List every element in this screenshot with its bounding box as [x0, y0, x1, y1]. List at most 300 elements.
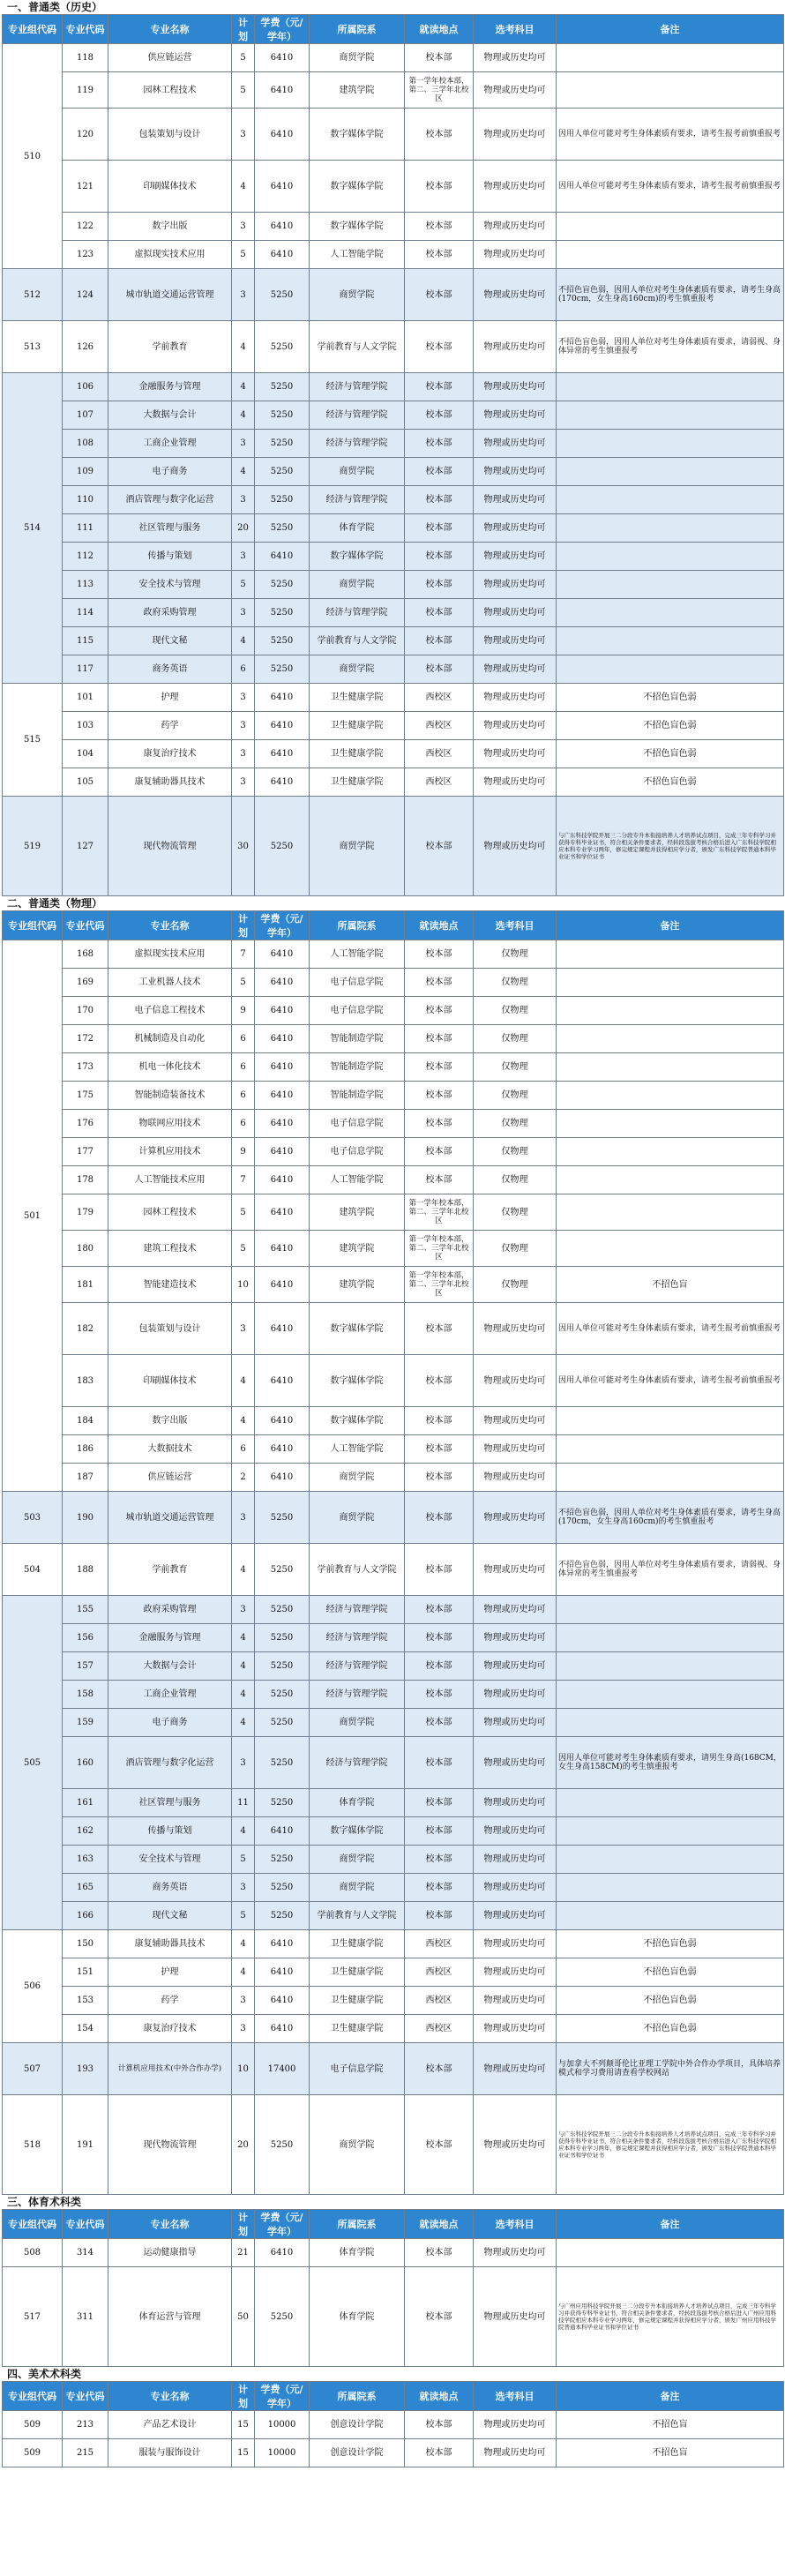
plan-cell: 3	[232, 768, 255, 797]
fee-cell: 5250	[255, 1492, 310, 1544]
department-cell: 电子信息学院	[310, 1138, 405, 1166]
table-row	[3, 1596, 784, 1624]
location-cell: 校本部	[405, 2239, 474, 2267]
subjects-cell: 物理或历史均可	[474, 373, 557, 401]
plan-cell: 6	[232, 1053, 255, 1082]
table-row	[3, 1166, 784, 1194]
table-row	[3, 1930, 784, 1958]
column-header-plan: 计划	[232, 911, 255, 940]
major-name-cell: 现代文秘	[108, 627, 232, 655]
department-cell: 商贸学院	[310, 2095, 405, 2195]
group-code-cell: 518	[3, 2095, 63, 2195]
remark-cell	[557, 1846, 784, 1874]
department-cell: 商贸学院	[310, 1492, 405, 1544]
column-header-location: 就读地点	[405, 2382, 474, 2411]
plan-cell: 3	[232, 1596, 255, 1624]
major-code-cell: 124	[63, 269, 108, 321]
location-cell: 校本部	[405, 241, 474, 269]
fee-cell: 6410	[255, 997, 310, 1025]
plan-cell: 3	[232, 269, 255, 321]
plan-cell: 20	[232, 514, 255, 543]
department-cell: 人工智能学院	[310, 940, 405, 969]
major-name-cell: 学前教育	[108, 1544, 232, 1596]
table-row	[3, 1681, 784, 1709]
department-cell: 卫生健康学院	[310, 2015, 405, 2043]
table-row	[3, 1082, 784, 1110]
remark-cell	[557, 1681, 784, 1709]
subjects-cell: 物理或历史均可	[474, 1407, 557, 1435]
subjects-cell: 物理或历史均可	[474, 269, 557, 321]
subjects-cell: 物理或历史均可	[474, 72, 557, 109]
group-code-cell: 514	[3, 373, 63, 684]
column-header-group-code: 专业组代码	[3, 2210, 63, 2239]
department-cell: 经济与管理学院	[310, 373, 405, 401]
major-code-cell: 122	[63, 213, 108, 241]
major-code-cell: 109	[63, 458, 108, 486]
admission-table	[2, 14, 784, 896]
major-code-cell: 179	[63, 1194, 108, 1231]
fee-cell: 6410	[255, 1817, 310, 1846]
column-header-remark: 备注	[557, 15, 784, 44]
table-row	[3, 768, 784, 797]
remark-cell	[557, 72, 784, 109]
department-cell: 卫生健康学院	[310, 712, 405, 740]
remark-cell: 因用人单位可能对考生身体素质有要求，请考生报考前慎重报考	[557, 1303, 784, 1355]
remark-cell: 不招色盲	[557, 2411, 784, 2439]
plan-cell: 11	[232, 1789, 255, 1817]
department-cell: 经济与管理学院	[310, 1596, 405, 1624]
subjects-cell: 物理或历史均可	[474, 1652, 557, 1681]
plan-cell: 30	[232, 797, 255, 896]
table-row	[3, 1874, 784, 1902]
fee-cell: 5250	[255, 1874, 310, 1902]
subjects-cell: 仅物理	[474, 969, 557, 997]
table-row	[3, 1464, 784, 1492]
major-code-cell: 175	[63, 1082, 108, 1110]
department-cell: 建筑学院	[310, 72, 405, 109]
subjects-cell: 物理或历史均可	[474, 543, 557, 571]
major-code-cell: 104	[63, 740, 108, 768]
subjects-cell: 仅物理	[474, 1267, 557, 1303]
major-name-cell: 智能制造装备技术	[108, 1082, 232, 1110]
major-name-cell: 工商企业管理	[108, 1681, 232, 1709]
major-code-cell: 115	[63, 627, 108, 655]
major-code-cell: 168	[63, 940, 108, 969]
major-name-cell: 商务英语	[108, 655, 232, 684]
major-name-cell: 康复治疗技术	[108, 2015, 232, 2043]
remark-cell	[557, 1194, 784, 1231]
plan-cell: 10	[232, 2043, 255, 2095]
fee-cell: 6410	[255, 1930, 310, 1958]
location-cell: 西校区	[405, 768, 474, 797]
table-row	[3, 1025, 784, 1053]
subjects-cell: 物理或历史均可	[474, 241, 557, 269]
plan-cell: 4	[232, 161, 255, 213]
fee-cell: 5250	[255, 269, 310, 321]
major-name-cell: 传播与策划	[108, 1817, 232, 1846]
remark-cell	[557, 969, 784, 997]
department-cell: 数字媒体学院	[310, 1303, 405, 1355]
location-cell: 校本部	[405, 458, 474, 486]
major-code-cell: 117	[63, 655, 108, 684]
major-code-cell: 126	[63, 321, 108, 373]
department-cell: 数字媒体学院	[310, 543, 405, 571]
department-cell: 商贸学院	[310, 1464, 405, 1492]
department-cell: 商贸学院	[310, 458, 405, 486]
fee-cell: 5250	[255, 430, 310, 458]
major-name-cell: 运动健康指导	[108, 2239, 232, 2267]
table-row	[3, 997, 784, 1025]
group-code-cell: 512	[3, 269, 63, 321]
major-name-cell: 大数据与会计	[108, 1652, 232, 1681]
location-cell: 校本部	[405, 1464, 474, 1492]
fee-cell: 5250	[255, 1737, 310, 1789]
location-cell: 校本部	[405, 1138, 474, 1166]
remark-cell	[557, 543, 784, 571]
remark-cell	[557, 1082, 784, 1110]
plan-cell: 4	[232, 458, 255, 486]
location-cell: 校本部	[405, 269, 474, 321]
location-cell: 西校区	[405, 712, 474, 740]
department-cell: 数字媒体学院	[310, 1355, 405, 1407]
table-row	[3, 2411, 784, 2439]
plan-cell: 5	[232, 571, 255, 599]
subjects-cell: 物理或历史均可	[474, 768, 557, 797]
remark-cell	[557, 514, 784, 543]
subjects-cell: 物理或历史均可	[474, 401, 557, 430]
plan-cell: 3	[232, 1303, 255, 1355]
table-row	[3, 161, 784, 213]
plan-cell: 3	[232, 1492, 255, 1544]
location-cell: 校本部	[405, 1492, 474, 1544]
subjects-cell: 物理或历史均可	[474, 1464, 557, 1492]
location-cell: 西校区	[405, 740, 474, 768]
subjects-cell: 仅物理	[474, 1166, 557, 1194]
major-name-cell: 金融服务与管理	[108, 1624, 232, 1652]
remark-cell: 不招色盲色弱	[557, 1930, 784, 1958]
remark-cell	[557, 458, 784, 486]
location-cell: 校本部	[405, 1082, 474, 1110]
remark-cell	[557, 627, 784, 655]
fee-cell: 10000	[255, 2439, 310, 2467]
fee-cell: 5250	[255, 655, 310, 684]
fee-cell: 5250	[255, 2267, 310, 2367]
major-name-cell: 城市轨道交通运营管理	[108, 1492, 232, 1544]
department-cell: 智能制造学院	[310, 1053, 405, 1082]
location-cell: 校本部	[405, 161, 474, 213]
remark-cell: 不招色盲色弱	[557, 1987, 784, 2015]
plan-cell: 3	[232, 599, 255, 627]
remark-cell	[557, 373, 784, 401]
column-header-subjects: 选考科目	[474, 15, 557, 44]
table-row	[3, 1737, 784, 1789]
department-cell: 人工智能学院	[310, 1435, 405, 1464]
plan-cell: 5	[232, 1902, 255, 1930]
major-name-cell: 机械制造及自动化	[108, 1025, 232, 1053]
plan-cell: 3	[232, 740, 255, 768]
column-header-location: 就读地点	[405, 15, 474, 44]
department-cell: 体育学院	[310, 2239, 405, 2267]
fee-cell: 6410	[255, 44, 310, 72]
major-name-cell: 电子商务	[108, 458, 232, 486]
remark-cell	[557, 1166, 784, 1194]
location-cell: 校本部	[405, 571, 474, 599]
table-row	[3, 1110, 784, 1138]
fee-cell: 5250	[255, 1681, 310, 1709]
column-header-major-code: 专业代码	[63, 2210, 108, 2239]
major-code-cell: 181	[63, 1267, 108, 1303]
remark-cell: 不招色盲色弱	[557, 712, 784, 740]
remark-cell: 不招色盲	[557, 2439, 784, 2467]
group-code-cell: 505	[3, 1596, 63, 1930]
remark-cell	[557, 1817, 784, 1846]
location-cell: 校本部	[405, 401, 474, 430]
remark-cell	[557, 1407, 784, 1435]
plan-cell: 5	[232, 1231, 255, 1267]
remark-cell: 因用人单位可能对考生身体素质有要求，请考生报考前慎重报考	[557, 161, 784, 213]
table-row	[3, 712, 784, 740]
major-name-cell: 政府采购管理	[108, 599, 232, 627]
subjects-cell: 物理或历史均可	[474, 161, 557, 213]
column-header-fee: 学费（元/学年）	[255, 15, 310, 44]
major-code-cell: 113	[63, 571, 108, 599]
fee-cell: 5250	[255, 2095, 310, 2195]
location-cell: 第一学年校本部，第二、三学年北校区	[405, 1267, 474, 1303]
major-name-cell: 印刷媒体技术	[108, 161, 232, 213]
table-row	[3, 2267, 784, 2367]
major-name-cell: 机电一体化技术	[108, 1053, 232, 1082]
column-header-group-code: 专业组代码	[3, 15, 63, 44]
plan-cell: 4	[232, 373, 255, 401]
table-row	[3, 1652, 784, 1681]
major-code-cell: 190	[63, 1492, 108, 1544]
plan-cell: 9	[232, 1138, 255, 1166]
major-code-cell: 183	[63, 1355, 108, 1407]
major-name-cell: 产品艺术设计	[108, 2411, 232, 2439]
major-code-cell: 111	[63, 514, 108, 543]
column-header-fee: 学费（元/学年）	[255, 2382, 310, 2411]
location-cell: 校本部	[405, 321, 474, 373]
fee-cell: 6410	[255, 1987, 310, 2015]
subjects-cell: 物理或历史均可	[474, 1902, 557, 1930]
fee-cell: 5250	[255, 1902, 310, 1930]
plan-cell: 4	[232, 1652, 255, 1681]
table-row	[3, 269, 784, 321]
major-name-cell: 现代物流管理	[108, 797, 232, 896]
table-row	[3, 213, 784, 241]
column-header-subjects: 选考科目	[474, 911, 557, 940]
table-row	[3, 2015, 784, 2043]
fee-cell: 5250	[255, 486, 310, 514]
major-code-cell: 150	[63, 1930, 108, 1958]
column-header-remark: 备注	[557, 911, 784, 940]
major-name-cell: 包装策划与设计	[108, 109, 232, 161]
major-code-cell: 103	[63, 712, 108, 740]
location-cell: 校本部	[405, 627, 474, 655]
major-code-cell: 119	[63, 72, 108, 109]
major-name-cell: 人工智能技术应用	[108, 1166, 232, 1194]
major-code-cell: 127	[63, 797, 108, 896]
major-code-cell: 158	[63, 1681, 108, 1709]
plan-cell: 4	[232, 627, 255, 655]
remark-cell	[557, 1053, 784, 1082]
location-cell: 校本部	[405, 655, 474, 684]
department-cell: 商贸学院	[310, 571, 405, 599]
location-cell: 第一学年校本部，第二、三学年北校区	[405, 1231, 474, 1267]
remark-cell	[557, 1435, 784, 1464]
column-header-group-code: 专业组代码	[3, 2382, 63, 2411]
fee-cell: 6410	[255, 1138, 310, 1166]
location-cell: 校本部	[405, 1624, 474, 1652]
location-cell: 西校区	[405, 684, 474, 712]
fee-cell: 6410	[255, 1355, 310, 1407]
plan-cell: 6	[232, 655, 255, 684]
fee-cell: 5250	[255, 321, 310, 373]
fee-cell: 6410	[255, 72, 310, 109]
table-row	[3, 2095, 784, 2195]
remark-cell: 不招色盲色弱，因用人单位对考生身体素质有要求，请考生身高(170cm，女生身高160cm)的考生慎重报考	[557, 269, 784, 321]
department-cell: 商贸学院	[310, 269, 405, 321]
remark-cell	[557, 1110, 784, 1138]
major-code-cell: 123	[63, 241, 108, 269]
subjects-cell: 物理或历史均可	[474, 321, 557, 373]
department-cell: 卫生健康学院	[310, 684, 405, 712]
department-cell: 经济与管理学院	[310, 1737, 405, 1789]
subjects-cell: 物理或历史均可	[474, 684, 557, 712]
table-row	[3, 1958, 784, 1987]
fee-cell: 6410	[255, 1082, 310, 1110]
major-name-cell: 政府采购管理	[108, 1596, 232, 1624]
major-code-cell: 157	[63, 1652, 108, 1681]
column-header-location: 就读地点	[405, 911, 474, 940]
remark-cell	[557, 1709, 784, 1737]
plan-cell: 5	[232, 72, 255, 109]
subjects-cell: 物理或历史均可	[474, 2239, 557, 2267]
remark-cell	[557, 1652, 784, 1681]
table-row	[3, 44, 784, 72]
major-name-cell: 虚拟现实技术应用	[108, 241, 232, 269]
subjects-cell: 物理或历史均可	[474, 213, 557, 241]
fee-cell: 17400	[255, 2043, 310, 2095]
major-name-cell: 供应链运营	[108, 1464, 232, 1492]
major-name-cell: 传播与策划	[108, 543, 232, 571]
major-name-cell: 物联网应用技术	[108, 1110, 232, 1138]
plan-cell: 5	[232, 44, 255, 72]
fee-cell: 5250	[255, 627, 310, 655]
location-cell: 校本部	[405, 1166, 474, 1194]
major-code-cell: 188	[63, 1544, 108, 1596]
department-cell: 商贸学院	[310, 655, 405, 684]
table-row	[3, 1407, 784, 1435]
fee-cell: 5250	[255, 1544, 310, 1596]
department-cell: 电子信息学院	[310, 969, 405, 997]
table-row	[3, 1987, 784, 2015]
table-row	[3, 1492, 784, 1544]
table-row	[3, 571, 784, 599]
remark-cell: 与广东科技学院开展三二分段专升本衔接培养人才培养试点项目，完成三年专科学习并获得专科毕业证书，符合相关条件要求者，经转段选拔考核合格后进入广东科技学院相应本科专业学习两年，修完规定课程并获得相应学分者，颁发广东科技学院普通本科毕业证书和学位证书	[557, 797, 784, 896]
location-cell: 校本部	[405, 1737, 474, 1789]
remark-cell: 不招色盲色弱，因用人单位对考生身体素质有要求，请弱视、身体异常的考生慎重报考	[557, 321, 784, 373]
subjects-cell: 物理或历史均可	[474, 1958, 557, 1987]
major-code-cell: 155	[63, 1596, 108, 1624]
major-name-cell: 护理	[108, 1958, 232, 1987]
table-row	[3, 1138, 784, 1166]
remark-cell: 因用人单位可能对考生身体素质有要求，请男生身高(168CM，女生身高158CM)的考生慎重报考	[557, 1737, 784, 1789]
subjects-cell: 物理或历史均可	[474, 712, 557, 740]
major-code-cell: 172	[63, 1025, 108, 1053]
subjects-cell: 物理或历史均可	[474, 1492, 557, 1544]
major-name-cell: 大数据与会计	[108, 401, 232, 430]
table-row	[3, 1902, 784, 1930]
admission-table	[2, 2381, 784, 2467]
major-name-cell: 园林工程技术	[108, 1194, 232, 1231]
subjects-cell: 物理或历史均可	[474, 797, 557, 896]
fee-cell: 5250	[255, 1846, 310, 1874]
location-cell: 校本部	[405, 797, 474, 896]
subjects-cell: 仅物理	[474, 1194, 557, 1231]
group-code-cell: 513	[3, 321, 63, 373]
admission-table	[2, 2209, 784, 2367]
location-cell: 校本部	[405, 373, 474, 401]
location-cell: 校本部	[405, 997, 474, 1025]
major-name-cell: 现代物流管理	[108, 2095, 232, 2195]
major-code-cell: 177	[63, 1138, 108, 1166]
plan-cell: 3	[232, 1987, 255, 2015]
column-header-fee: 学费（元/学年）	[255, 2210, 310, 2239]
fee-cell: 6410	[255, 940, 310, 969]
department-cell: 电子信息学院	[310, 997, 405, 1025]
column-header-department: 所属院系	[310, 15, 405, 44]
table-row	[3, 401, 784, 430]
department-cell: 学前教育与人文学院	[310, 627, 405, 655]
subjects-cell: 物理或历史均可	[474, 1987, 557, 2015]
location-cell: 校本部	[405, 2411, 474, 2439]
plan-cell: 7	[232, 940, 255, 969]
subjects-cell: 物理或历史均可	[474, 1596, 557, 1624]
major-name-cell: 安全技术与管理	[108, 571, 232, 599]
table-row	[3, 543, 784, 571]
remark-cell	[557, 997, 784, 1025]
plan-cell: 7	[232, 1166, 255, 1194]
location-cell: 第一学年校本部，第二、三学年北校区	[405, 1194, 474, 1231]
major-code-cell: 160	[63, 1737, 108, 1789]
major-code-cell: 105	[63, 768, 108, 797]
location-cell: 校本部	[405, 940, 474, 969]
subjects-cell: 物理或历史均可	[474, 2043, 557, 2095]
major-code-cell: 169	[63, 969, 108, 997]
department-cell: 数字媒体学院	[310, 1407, 405, 1435]
location-cell: 校本部	[405, 2267, 474, 2367]
plan-cell: 3	[232, 1737, 255, 1789]
fee-cell: 6410	[255, 543, 310, 571]
column-header-department: 所属院系	[310, 2382, 405, 2411]
remark-cell	[557, 401, 784, 430]
location-cell: 校本部	[405, 1355, 474, 1407]
subjects-cell: 物理或历史均可	[474, 1737, 557, 1789]
group-code-cell: 515	[3, 684, 63, 797]
plan-cell: 3	[232, 486, 255, 514]
fee-cell: 6410	[255, 213, 310, 241]
location-cell: 校本部	[405, 1681, 474, 1709]
major-code-cell: 106	[63, 373, 108, 401]
table-row	[3, 430, 784, 458]
subjects-cell: 仅物理	[474, 1082, 557, 1110]
major-code-cell: 184	[63, 1407, 108, 1435]
location-cell: 校本部	[405, 1407, 474, 1435]
department-cell: 体育学院	[310, 2267, 405, 2367]
location-cell: 校本部	[405, 44, 474, 72]
remark-cell: 不招色盲色弱	[557, 2015, 784, 2043]
